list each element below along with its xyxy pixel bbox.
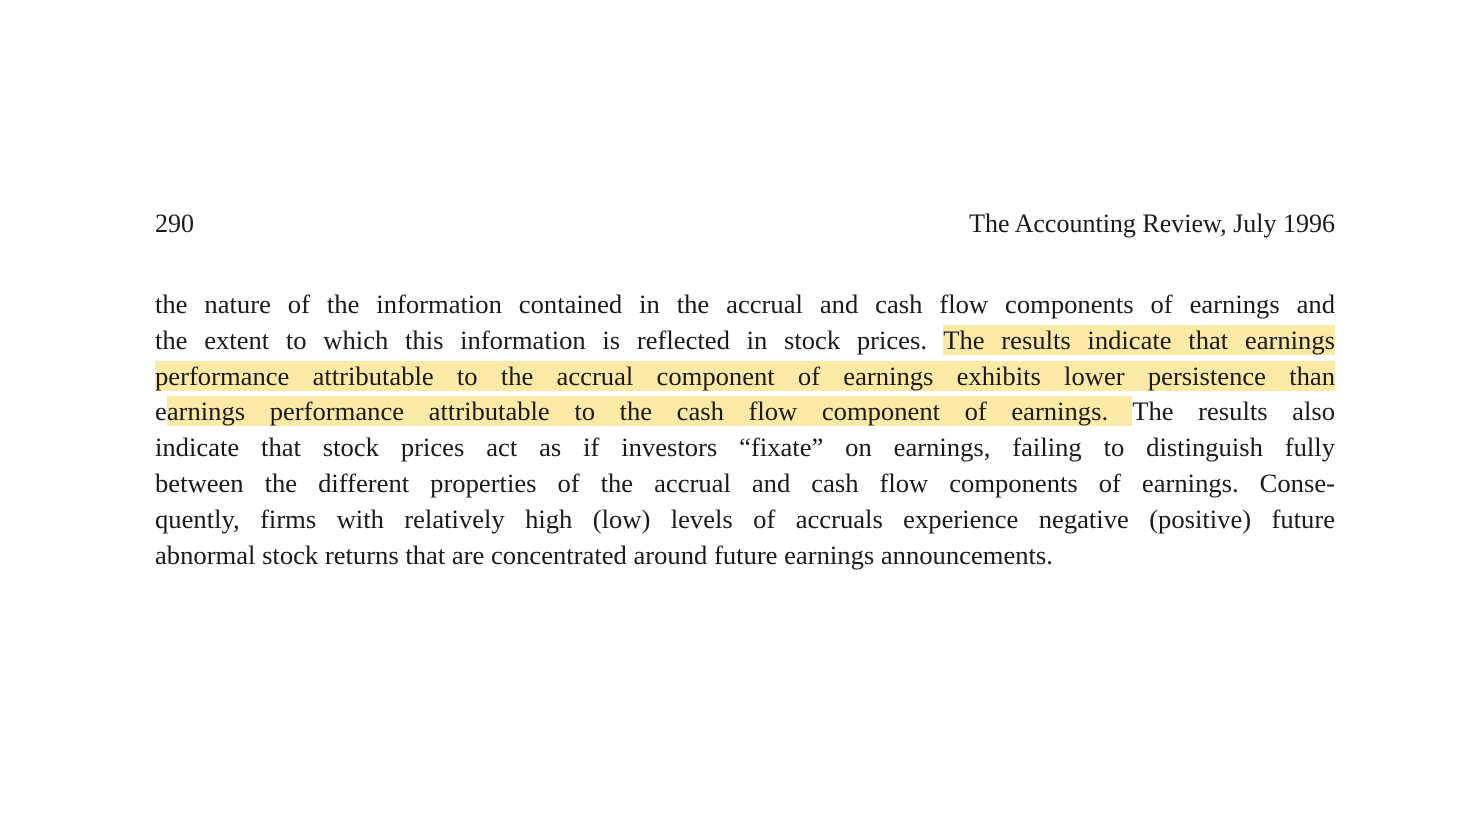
text-line [155, 538, 1335, 574]
text-line [155, 394, 1335, 430]
text-run: The results also [1132, 396, 1335, 427]
text-run: the nature of the information contained in the accrual and cash flow components of earnings and [155, 289, 1335, 319]
text-run: between the different properties of the accrual and cash flow components of earnings. Conse- [155, 467, 1335, 498]
highlighted-text[interactable]: The results indicate that earnings [943, 324, 1335, 355]
page-number: 290 [155, 209, 194, 238]
text-line [155, 430, 1335, 466]
text-line [155, 359, 1335, 395]
journal-title: The Accounting Review, July 1996 [969, 209, 1335, 238]
running-head [155, 206, 1335, 242]
text-line [155, 466, 1335, 502]
text-run: quently, firms with relatively high (low) levels of accruals experience negative (positive) future [155, 503, 1335, 534]
text-run: abnormal stock returns that are concentrated around future earnings announcements. [155, 539, 1053, 570]
text-line [155, 287, 1335, 323]
text-run: indicate that stock prices act as if investors “fixate” on earnings, failing to distinguish fully [155, 432, 1335, 463]
text-run: e [155, 396, 167, 427]
body-paragraph [155, 287, 1335, 573]
text-line [155, 502, 1335, 538]
text-line [155, 323, 1335, 359]
text-run: the extent to which this information is reflected in stock prices. [155, 324, 944, 355]
highlighted-text[interactable]: arnings performance attributable to the cash flow component of earnings. [166, 396, 1133, 427]
highlighted-text[interactable]: performance attributable to the accrual component of earnings exhibits lower persistence than [155, 360, 1335, 391]
